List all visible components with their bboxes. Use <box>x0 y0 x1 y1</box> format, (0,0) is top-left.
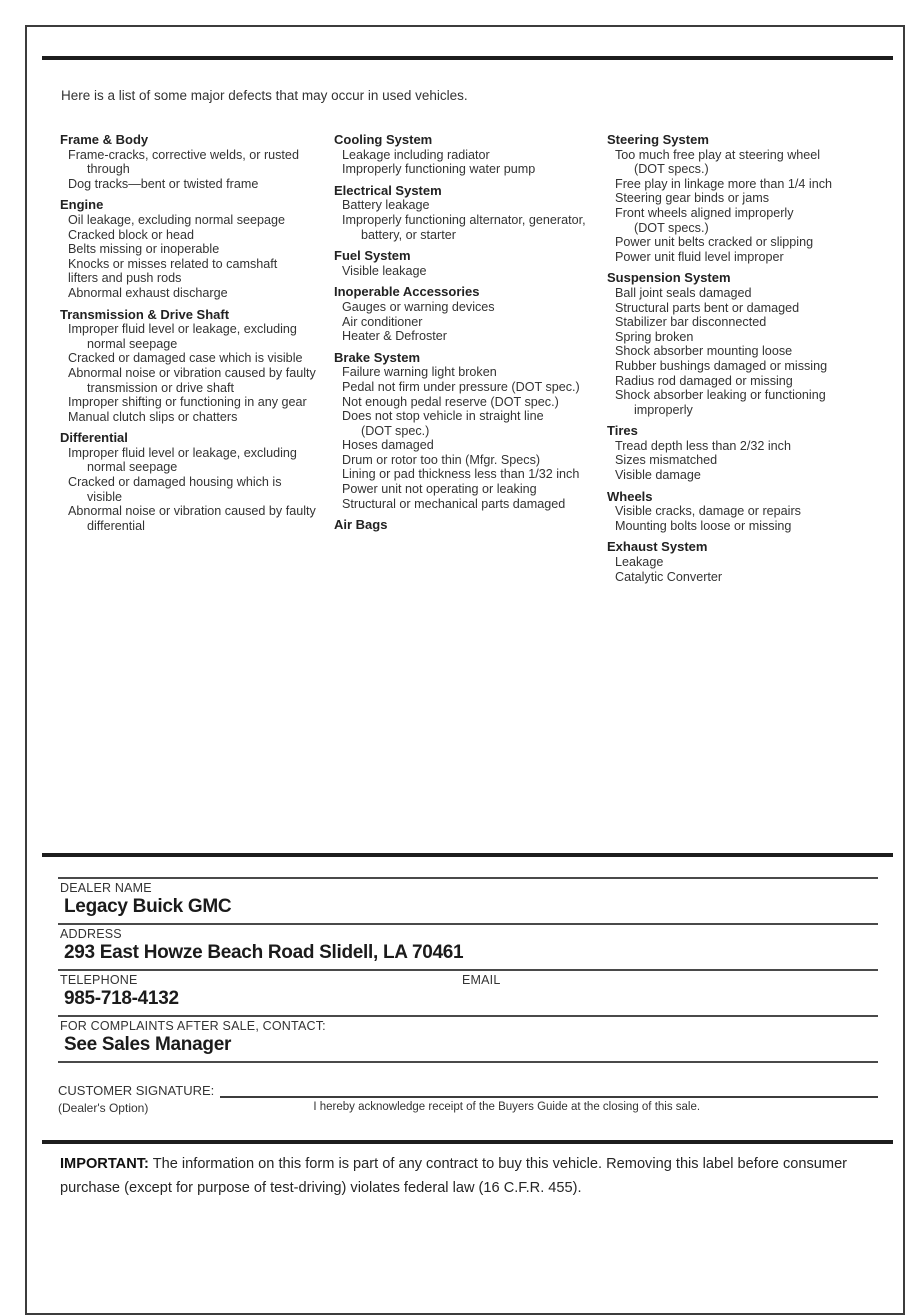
defects-column-2 <box>334 133 607 591</box>
defect-item-line: Leakage <box>615 555 664 570</box>
customer-signature-block <box>58 1083 878 1115</box>
important-label: IMPORTANT: <box>60 1156 149 1172</box>
dealer-name-row <box>58 879 878 925</box>
defect-item-line: Catalytic Converter <box>615 569 723 584</box>
defect-item-line: Too much free play at steering wheel <box>615 147 821 162</box>
defect-item-line: Power unit not operating or leaking <box>342 482 537 497</box>
defect-item-line: Improper fluid level or leakage, excluding <box>68 322 297 337</box>
telephone-label: TELEPHONE <box>60 973 138 987</box>
customer-signature-label: CUSTOMER SIGNATURE: <box>58 1083 215 1098</box>
defect-item-line: Structural parts bent or damaged <box>615 300 800 315</box>
defect-item-line: Cracked block or head <box>68 227 195 242</box>
defect-item-line: Improperly functioning water pump <box>342 162 536 177</box>
defect-item-line: Abnormal exhaust discharge <box>68 285 228 300</box>
dealers-option-label: (Dealer's Option) <box>58 1101 149 1115</box>
defects-column-3 <box>607 133 882 591</box>
defect-item-line: Power unit fluid level improper <box>615 249 784 264</box>
defect-item-line: Oil leakage, excluding normal seepage <box>68 212 286 227</box>
address-row <box>58 925 878 971</box>
defect-item-line: transmission or drive shaft <box>87 380 234 395</box>
defect-section-heading: Suspension System <box>607 270 731 286</box>
defect-item-line: Radius rod damaged or missing <box>615 373 793 388</box>
complaints-contact-value: See Sales Manager <box>64 1034 232 1055</box>
defect-item-line: improperly <box>634 402 693 417</box>
defect-item-line: Visible damage <box>615 468 701 483</box>
defect-item-line: Visible leakage <box>342 263 427 278</box>
defect-section-heading: Steering System <box>607 132 709 147</box>
defect-item-line: (DOT specs.) <box>634 162 709 177</box>
defect-item-line: Mounting bolts loose or missing <box>615 518 792 533</box>
email-label: EMAIL <box>462 973 501 987</box>
defects-columns <box>60 133 882 591</box>
defect-section-heading: Cooling System <box>334 132 433 147</box>
defect-item-line: Shock absorber leaking or functioning <box>615 388 826 403</box>
defect-section <box>60 133 334 191</box>
defect-item-line: Lining or pad thickness less than 1/32 inch <box>342 467 580 482</box>
defect-item-line: Hoses damaged <box>342 438 434 453</box>
defect-section <box>334 285 607 343</box>
defect-item-line: Visible cracks, damage or repairs <box>615 504 801 519</box>
defect-section <box>60 431 334 533</box>
defect-item-line: Improper fluid level or leakage, excluding <box>68 445 297 460</box>
defect-item-line: battery, or starter <box>361 227 456 242</box>
defect-item-line: Gauges or warning devices <box>342 299 495 314</box>
defect-section <box>607 490 882 534</box>
defect-section <box>607 133 882 264</box>
defect-item-line: Failure warning light broken <box>342 365 497 380</box>
middle-divider-rule <box>42 853 893 857</box>
defect-section-heading: Wheels <box>607 488 653 504</box>
defect-section-heading: Brake System <box>334 349 420 365</box>
defect-item-line: Belts missing or inoperable <box>68 242 220 257</box>
defect-item-line: (DOT specs.) <box>634 220 709 235</box>
bottom-divider-rule <box>42 1140 893 1144</box>
defects-intro-text: Here is a list of some major defects that may occur in used vehicles. <box>61 88 468 103</box>
defect-section <box>334 133 607 177</box>
defect-item-line: Abnormal noise or vibration caused by faulty <box>68 365 316 380</box>
defect-section-heading: Differential <box>60 430 128 446</box>
telephone-value: 985-718-4132 <box>64 988 179 1009</box>
defect-item-line: Tread depth less than 2/32 inch <box>615 438 791 453</box>
dealer-name-value: Legacy Buick GMC <box>64 896 232 917</box>
telephone-email-row <box>58 971 878 1017</box>
defect-item-line: through <box>87 162 130 177</box>
defect-item-line: Dog tracks—bent or twisted frame <box>68 176 259 191</box>
defect-section-heading: Tires <box>607 423 638 439</box>
defect-item-line: Not enough pedal reserve (DOT spec.) <box>342 394 559 409</box>
defect-item-line: Structural or mechanical parts damaged <box>342 496 566 511</box>
defect-section <box>60 198 334 300</box>
defect-section <box>334 351 607 512</box>
defect-item-line: Shock absorber mounting loose <box>615 344 793 359</box>
complaints-contact-row <box>58 1017 878 1063</box>
important-notice <box>60 1152 878 1200</box>
defect-section-heading: Fuel System <box>334 248 411 264</box>
defect-item-line: Frame-cracks, corrective welds, or rusted <box>68 147 299 162</box>
defect-item-line: Cracked or damaged housing which is <box>68 475 282 490</box>
defect-section <box>60 308 334 425</box>
defect-section-heading: Air Bags <box>334 517 388 533</box>
acknowledgement-text: I hereby acknowledge receipt of the Buyers Guide at the closing of this sale. <box>313 1101 701 1113</box>
address-label: ADDRESS <box>60 927 122 941</box>
defect-item-line: differential <box>87 518 145 533</box>
important-text: The information on this form is part of any contract to buy this vehicle. Removing this label before consumer purchase (except for purpose of test-driving) violates federal law (16 C.F.R. 455). <box>60 1156 848 1196</box>
address-value: 293 East Howze Beach Road Slidell, LA 70461 <box>64 942 464 963</box>
defect-section-heading: Inoperable Accessories <box>334 284 480 300</box>
defect-item-line: Does not stop vehicle in straight line <box>342 409 544 424</box>
defect-section <box>607 540 882 584</box>
complaints-contact-label: FOR COMPLAINTS AFTER SALE, CONTACT: <box>60 1019 326 1033</box>
defect-item-line: Leakage including radiator <box>342 147 490 162</box>
defect-section <box>334 249 607 278</box>
defect-item-line: Air conditioner <box>342 314 423 329</box>
defect-item-line: Knocks or misses related to camshaft <box>68 256 278 271</box>
defect-item-line: normal seepage <box>87 336 178 351</box>
defect-item-line: Stabilizer bar disconnected <box>615 315 767 330</box>
defect-section-heading: Engine <box>60 197 104 213</box>
defect-item-line: Heater & Defroster <box>342 329 447 344</box>
defect-item-line: Front wheels aligned improperly <box>615 205 794 220</box>
defect-item-line: lifters and push rods <box>68 271 182 286</box>
defect-section-heading: Frame & Body <box>60 132 149 147</box>
defect-item-line: Free play in linkage more than 1/4 inch <box>615 176 833 191</box>
defect-section-heading: Exhaust System <box>607 539 708 555</box>
signature-line <box>220 1084 878 1098</box>
signature-subrow <box>58 1101 878 1115</box>
defect-item-line: Improper shifting or functioning in any gear <box>68 395 307 410</box>
defect-item-line: Rubber bushings damaged or missing <box>615 358 828 373</box>
defect-section-heading: Transmission & Drive Shaft <box>60 306 230 322</box>
defect-item-line: Sizes mismatched <box>615 453 718 468</box>
defect-section <box>607 271 882 417</box>
defect-item-line: Power unit belts cracked or slipping <box>615 235 814 250</box>
defect-section <box>334 184 607 242</box>
defect-item-line: Cracked or damaged case which is visible <box>68 351 303 366</box>
defect-item-line: Manual clutch slips or chatters <box>68 409 238 424</box>
defect-section <box>334 518 607 533</box>
defect-item-line: visible <box>87 489 122 504</box>
defect-item-line: Pedal not firm under pressure (DOT spec.) <box>342 379 580 394</box>
top-divider-rule <box>42 56 893 60</box>
defects-column-1 <box>60 133 334 591</box>
defect-item-line: normal seepage <box>87 460 178 475</box>
defect-item-line: Ball joint seals damaged <box>615 285 752 300</box>
dealer-info-form <box>58 877 878 1063</box>
defect-item-line: Drum or rotor too thin (Mfgr. Specs) <box>342 452 541 467</box>
defect-item-line: Battery leakage <box>342 198 430 213</box>
defect-item-line: Improperly functioning alternator, generator, <box>342 212 586 227</box>
defect-section <box>607 424 882 482</box>
defect-item-line: Abnormal noise or vibration caused by faulty <box>68 504 316 519</box>
defect-item-line: (DOT spec.) <box>361 423 430 438</box>
defect-section-heading: Electrical System <box>334 182 442 198</box>
defect-item-line: Steering gear binds or jams <box>615 191 770 206</box>
dealer-name-label: DEALER NAME <box>60 881 152 895</box>
defect-item-line: Spring broken <box>615 329 694 344</box>
signature-row <box>58 1083 878 1098</box>
